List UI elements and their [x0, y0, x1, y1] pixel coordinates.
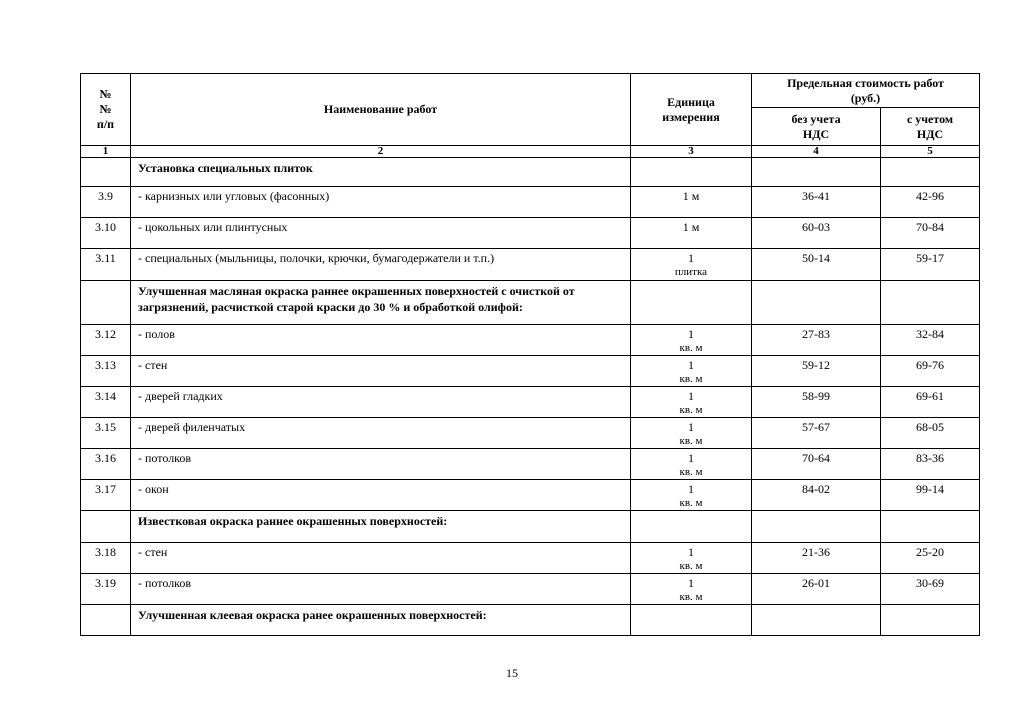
page-number: 15	[506, 666, 518, 680]
col-number: 4	[752, 146, 881, 158]
section-title: Известковая окраска раннее окрашенных поверхностей:	[131, 511, 631, 543]
col-number: 2	[131, 146, 631, 158]
work-name: - полов	[131, 325, 631, 356]
unit-label: кв. м	[679, 466, 703, 478]
row-index: 3.19	[81, 574, 131, 605]
cell-idx	[81, 605, 131, 636]
unit-label: кв. м	[679, 373, 703, 385]
price-no-vat: 58-99	[752, 387, 881, 418]
cell-idx	[81, 281, 131, 325]
table-row	[81, 387, 980, 418]
unit-cell	[631, 574, 752, 605]
unit-label: плитка	[674, 266, 708, 278]
unit-cell	[631, 480, 752, 511]
price-with-vat: 59-17	[881, 249, 980, 281]
unit-label: кв. м	[679, 560, 703, 572]
unit-label: кв. м	[679, 497, 703, 509]
cell-with-vat	[881, 605, 980, 636]
unit-cell	[631, 187, 752, 218]
price-with-vat: 30-69	[881, 574, 980, 605]
section-row	[81, 281, 980, 325]
table-row	[81, 543, 980, 574]
table-row	[81, 187, 980, 218]
header-unit: Единица измерения	[631, 74, 752, 146]
cell-with-vat	[881, 511, 980, 543]
row-index: 3.12	[81, 325, 131, 356]
unit-cell	[631, 449, 752, 480]
header-with-vat: с учетом НДС	[881, 108, 980, 146]
unit-cell	[631, 387, 752, 418]
work-name: - дверей гладких	[131, 387, 631, 418]
work-name: - окон	[131, 480, 631, 511]
row-index: 3.11	[81, 249, 131, 281]
table-row	[81, 356, 980, 387]
cell-no-vat	[752, 281, 881, 325]
cell-unit	[631, 281, 752, 325]
row-index: 3.18	[81, 543, 131, 574]
price-with-vat: 25-20	[881, 543, 980, 574]
price-no-vat: 60-03	[752, 218, 881, 249]
row-index: 3.16	[81, 449, 131, 480]
row-index: 3.17	[81, 480, 131, 511]
price-table	[80, 73, 980, 636]
work-name: - стен	[131, 543, 631, 574]
cell-unit	[631, 605, 752, 636]
unit-value: 1	[688, 451, 694, 465]
header-no-vat: без учета НДС	[752, 108, 881, 146]
price-no-vat: 27-83	[752, 325, 881, 356]
table-row	[81, 418, 980, 449]
work-name: - потолков	[131, 449, 631, 480]
table-row	[81, 574, 980, 605]
unit-cell	[631, 356, 752, 387]
work-name: - дверей филенчатых	[131, 418, 631, 449]
work-name: - специальных (мыльницы, полочки, крючки, бумагодержатели и т.п.)	[131, 249, 631, 281]
work-name: - карнизных или угловых (фасонных)	[131, 187, 631, 218]
price-with-vat: 69-61	[881, 387, 980, 418]
price-no-vat: 21-36	[752, 543, 881, 574]
unit-value: 1	[688, 482, 694, 496]
section-title: Улучшенная масляная окраска раннее окрашенных поверхностей с очисткой от загрязнений, расчисткой старой краски до 30 % и обработкой олифой:	[131, 281, 631, 325]
price-with-vat: 83-36	[881, 449, 980, 480]
col-number: 1	[81, 146, 131, 158]
unit-cell	[631, 249, 752, 281]
cell-with-vat	[881, 158, 980, 187]
unit-value: 1	[688, 251, 694, 265]
cell-no-vat	[752, 158, 881, 187]
row-index: 3.14	[81, 387, 131, 418]
row-index: 3.15	[81, 418, 131, 449]
table-row	[81, 325, 980, 356]
row-index: 3.10	[81, 218, 131, 249]
unit-value: 1	[688, 327, 694, 341]
unit-value: 1	[688, 420, 694, 434]
row-index: 3.13	[81, 356, 131, 387]
price-no-vat: 84-02	[752, 480, 881, 511]
row-index: 3.9	[81, 187, 131, 218]
unit-value: 1	[688, 545, 694, 559]
unit-cell	[631, 325, 752, 356]
unit-cell	[631, 418, 752, 449]
col-number: 3	[631, 146, 752, 158]
unit-label: кв. м	[679, 404, 703, 416]
section-title: Улучшенная клеевая окраска ранее окрашенных поверхностей:	[131, 605, 631, 636]
section-row	[81, 511, 980, 543]
unit-cell	[631, 543, 752, 574]
table-row	[81, 449, 980, 480]
cell-idx	[81, 158, 131, 187]
price-with-vat: 70-84	[881, 218, 980, 249]
price-with-vat: 68-05	[881, 418, 980, 449]
header-name: Наименование работ	[131, 74, 631, 146]
cell-unit	[631, 511, 752, 543]
table-row	[81, 218, 980, 249]
price-with-vat: 32-84	[881, 325, 980, 356]
unit-cell	[631, 218, 752, 249]
unit-label: кв. м	[679, 342, 703, 354]
table-row	[81, 249, 980, 281]
unit-value: 1	[688, 576, 694, 590]
price-no-vat: 57-67	[752, 418, 881, 449]
price-no-vat: 36-41	[752, 187, 881, 218]
price-with-vat: 99-14	[881, 480, 980, 511]
cell-with-vat	[881, 281, 980, 325]
work-name: - стен	[131, 356, 631, 387]
price-no-vat: 50-14	[752, 249, 881, 281]
price-with-vat: 42-96	[881, 187, 980, 218]
price-with-vat: 69-76	[881, 356, 980, 387]
price-no-vat: 26-01	[752, 574, 881, 605]
header-cost: Предельная стоимость работ (руб.)	[752, 74, 980, 108]
price-no-vat: 70-64	[752, 449, 881, 480]
unit-value: 1 м	[682, 189, 700, 203]
cell-unit	[631, 158, 752, 187]
table-row	[81, 480, 980, 511]
section-row	[81, 158, 980, 187]
header-num: №№ п/п	[81, 74, 131, 146]
unit-label: кв. м	[679, 435, 703, 447]
section-title: Установка специальных плиток	[131, 158, 631, 187]
unit-value: 1	[688, 358, 694, 372]
work-name: - потолков	[131, 574, 631, 605]
unit-label: кв. м	[679, 591, 703, 603]
unit-value: 1 м	[682, 220, 700, 234]
cell-no-vat	[752, 605, 881, 636]
work-name: - цокольных или плинтусных	[131, 218, 631, 249]
price-no-vat: 59-12	[752, 356, 881, 387]
section-row	[81, 605, 980, 636]
col-number: 5	[881, 146, 980, 158]
cell-idx	[81, 511, 131, 543]
cell-no-vat	[752, 511, 881, 543]
unit-value: 1	[688, 389, 694, 403]
